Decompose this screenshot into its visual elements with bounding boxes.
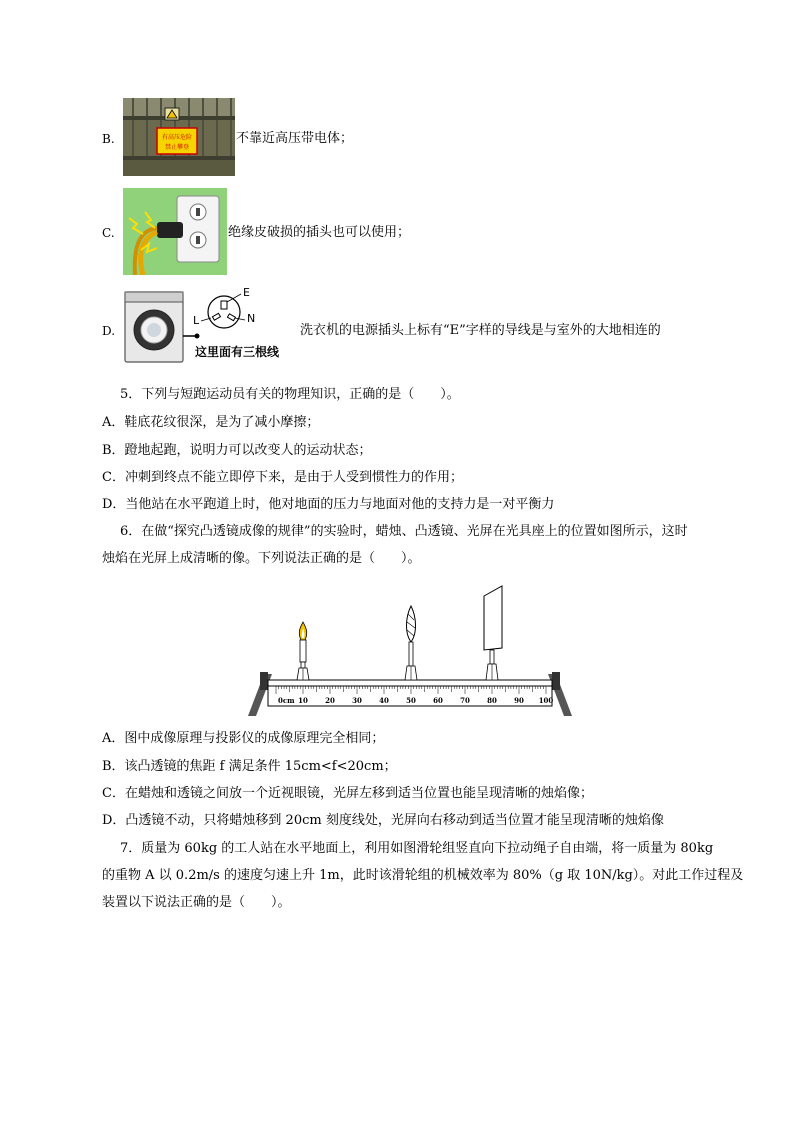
question-stem: 6．在做“探究凸透镜成像的规律”的实验时，蜡烛、凸透镜、光屏在光具座上的位置如图所示，这时 xyxy=(120,524,688,539)
option-text: 绝缘皮破损的插头也可以使用； xyxy=(228,225,411,240)
answer-option: C．冲刺到终点不能立即停下来，是由于人受到惯性力的作用； xyxy=(102,470,463,485)
ruler-label: 0cm xyxy=(278,696,295,705)
option-letter: C. xyxy=(102,226,115,240)
question-stem: 5．下列与短跑运动员有关的物理知识，正确的是（ ）。 xyxy=(120,387,460,402)
question-stem: 装置以下说法正确的是（ ）。 xyxy=(102,895,291,910)
plug-label-n: N xyxy=(247,312,256,325)
option-letter: B. xyxy=(102,132,115,146)
plug-caption: 这里面有三根线 xyxy=(195,345,280,359)
option-letter: D. xyxy=(102,324,116,338)
convex-lens xyxy=(405,606,417,680)
plug-label-l: L xyxy=(193,314,200,327)
ruler-label: 90 xyxy=(514,696,524,705)
answer-option: A．鞋底花纹很深，是为了减小摩擦； xyxy=(102,415,320,430)
plug-label-e: E xyxy=(243,286,250,299)
ruler-label: 80 xyxy=(487,696,497,705)
question-stem: 烛焰在光屏上成清晰的像。下列说法正确的是（ ）。 xyxy=(102,551,421,566)
ruler-label: 70 xyxy=(460,696,470,705)
option-text: 不靠近高压带电体； xyxy=(236,131,354,146)
option-text: 洗衣机的电源插头上标有“E”字样的导线是与室外的大地相连的 xyxy=(300,323,661,338)
question-stem: 的重物 A 以 0.2m/s 的速度匀速上升 1m，此时该滑轮组的机械效率为 80%（g 取 10N/kg）。对此工作过程及 xyxy=(102,868,744,883)
damaged-plug-illustration xyxy=(123,188,227,275)
ruler-label: 30 xyxy=(352,696,362,705)
candle xyxy=(297,622,309,680)
optical-bench-diagram xyxy=(240,578,580,720)
ruler-label: 10 xyxy=(298,696,308,705)
question-stem: 7．质量为 60kg 的工人站在水平地面上，利用如图滑轮组竖直向下拉动绳子自由端，将一质量为 80kg xyxy=(120,841,714,856)
sign-text-line: 有高压危险 xyxy=(161,134,193,141)
answer-option: D．当他站在水平跑道上时，他对地面的压力与地面对他的支持力是一对平衡力 xyxy=(102,497,555,512)
high-voltage-photo xyxy=(123,98,235,176)
answer-option: A．图中成像原理与投影仪的成像原理完全相同； xyxy=(102,731,385,746)
ruler-label: 100 xyxy=(538,696,554,705)
answer-option: D．凸透镜不动，只将蜡烛移到 20cm 刻度线处，光屏向右移动到适当位置才能呈现清晰的烛焰像 xyxy=(102,813,664,828)
ruler-label: 60 xyxy=(433,696,443,705)
ruler-label: 50 xyxy=(406,696,416,705)
answer-option: B．蹬地起跑，说明力可以改变人的运动状态； xyxy=(102,443,372,458)
answer-option: B．该凸透镜的焦距 f 满足条件 15cm<f<20cm； xyxy=(102,759,397,774)
answer-option: C．在蜡烛和透镜之间放一个近视眼镜，光屏左移到适当位置也能呈现清晰的烛焰像； xyxy=(102,786,593,801)
light-screen xyxy=(484,586,502,680)
ruler-label: 20 xyxy=(325,696,335,705)
sign-text-line: 禁止攀登 xyxy=(164,144,190,151)
washing-machine-illustration xyxy=(123,284,298,366)
ruler-label: 40 xyxy=(379,696,389,705)
